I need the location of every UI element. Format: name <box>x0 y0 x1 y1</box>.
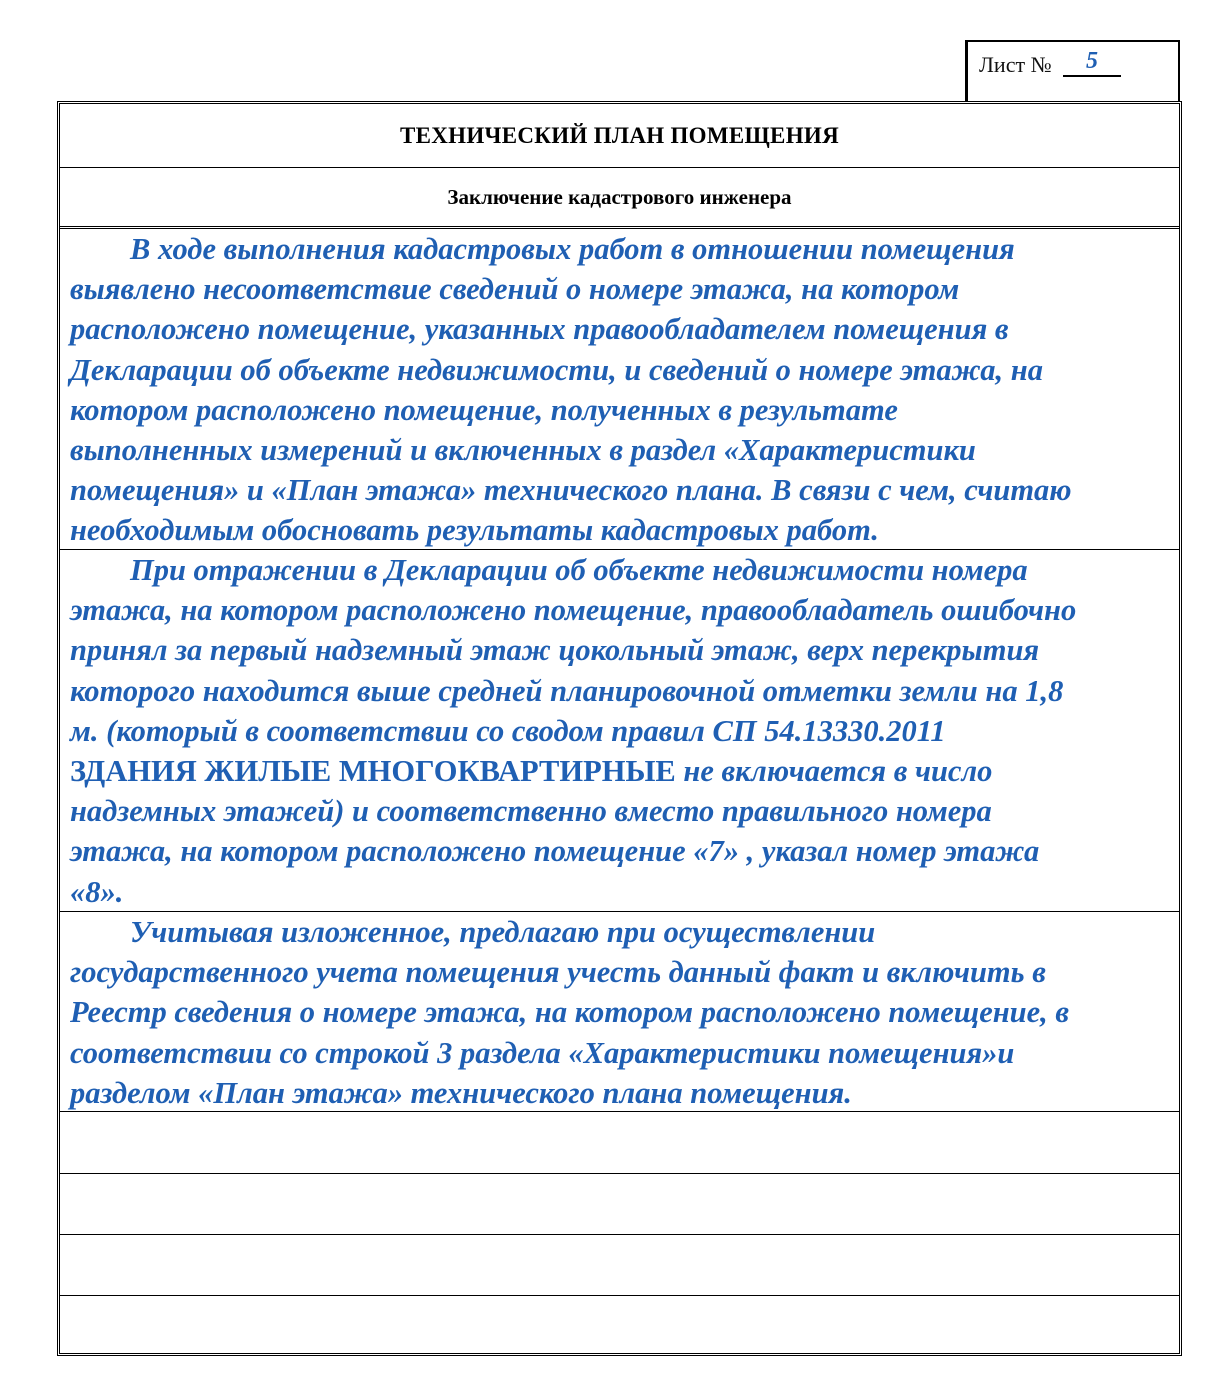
paragraph-line: государственного учета помещения учесть данный факт и включить в <box>70 955 1046 990</box>
empty-row <box>60 1112 1179 1174</box>
paragraph-line: м. (который в соответствии со сводом правил СП 54.13330.2011 <box>70 713 946 748</box>
paragraph-line: принял за первый надземный этаж цокольный этаж, верх перекрытия <box>70 633 1040 668</box>
paragraph-line: надземных этажей) и соответственно вместо правильного номера <box>70 794 992 829</box>
paragraph-line: котором расположено помещение, полученных в результате <box>70 392 898 427</box>
subtitle-row <box>60 168 1179 229</box>
paragraph-1 <box>60 229 1179 550</box>
paragraph-line-mixed <box>70 751 1173 791</box>
paragraph-line: которого находится выше средней планировочной отметки земли на 1,8 <box>70 673 1064 708</box>
paragraph-3 <box>60 912 1179 1112</box>
sheet-label: Лист № <box>979 52 1052 77</box>
paragraph-line: разделом «План этажа» технического плана помещения. <box>70 1075 852 1110</box>
standard-name: ЗДАНИЯ ЖИЛЫЕ МНОГОКВАРТИРНЫЕ <box>70 754 676 789</box>
paragraph-line: В ходе выполнения кадастровых работ в отношении помещения <box>130 232 1015 266</box>
paragraph-line: расположено помещение, указанных правообладателем помещения в <box>70 312 1009 347</box>
paragraph-line: необходимым обосновать результаты кадастровых работ. <box>70 513 879 548</box>
title-row <box>60 104 1179 168</box>
paragraph-line: помещения» и «План этажа» технического плана. В связи с чем, считаю <box>70 473 1072 508</box>
paragraph-line: выявлено несоответствие сведений о номере этажа, на котором <box>70 272 960 307</box>
page-title: ТЕХНИЧЕСКИЙ ПЛАН ПОМЕЩЕНИЯ <box>399 122 839 148</box>
paragraph-line: выполненных измерений и включенных в раздел «Характеристики <box>70 433 976 468</box>
paragraph-line: соответствии со строкой 3 раздела «Характеристики помещения»и <box>70 1035 1015 1070</box>
paragraph-2 <box>60 550 1179 912</box>
paragraph-line: Декларации об объекте недвижимости, и сведений о номере этажа, на <box>70 352 1043 387</box>
paragraph-line: этажа, на котором расположено помещение, правообладатель ошибочно <box>70 593 1077 628</box>
sheet-number: 5 <box>1063 47 1121 77</box>
paragraph-line: этажа, на котором расположено помещение «7» , указал номер этажа <box>70 834 1040 869</box>
main-table <box>57 101 1182 1356</box>
paragraph-line-rest: не включается в число <box>675 754 993 789</box>
paragraph-line: При отражении в Декларации об объекте недвижимости номера <box>130 553 1028 587</box>
empty-row <box>60 1235 1179 1296</box>
paragraph-line: Реестр сведения о номере этажа, на котором расположено помещение, в <box>70 995 1070 1030</box>
empty-row <box>60 1296 1179 1353</box>
section-title: Заключение кадастрового инженера <box>447 184 792 209</box>
paragraph-line: Учитывая изложенное, предлагаю при осуществлении <box>130 915 876 949</box>
sheet-number-box <box>965 40 1180 102</box>
paragraph-line: «8». <box>70 874 124 909</box>
empty-row <box>60 1174 1179 1235</box>
